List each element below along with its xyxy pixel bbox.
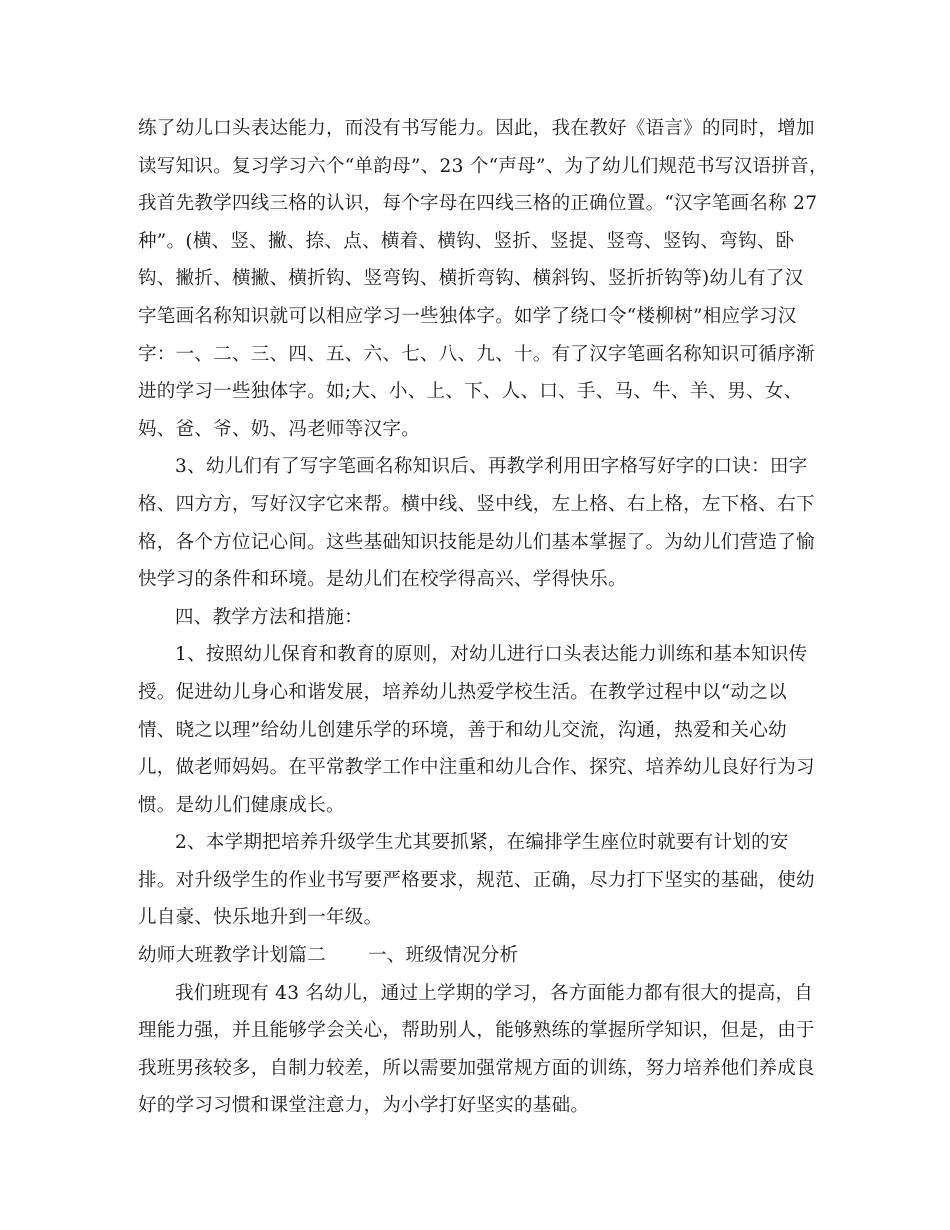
paragraph-line: 理能力强，并且能够学会关心，帮助别人，能够熟练的掌握所学知识，但是，由于: [138, 1020, 815, 1042]
paragraph-line: 我首先教学四线三格的认识，每个字母在四线三格的正确位置。“汉字笔画名称 27: [138, 193, 818, 215]
paragraph-line: 3、幼儿们有了写字笔画名称知识后、再教学利用田字格写好字的口诀：田字: [175, 456, 808, 478]
paragraph-line: 2、本学期把培养升级学生尤其要抓紧，在编排学生座位时就要有计划的安: [175, 832, 789, 854]
paragraph-line: 妈、爸、爷、奶、冯老师等汉字。: [138, 418, 421, 440]
paragraph-line: 好的学习习惯和课堂注意力，为小学打好坚实的基础。: [138, 1095, 590, 1117]
paragraph-line: 练了幼儿口头表达能力，而没有书写能力。因此，我在教好《语言》的同时，增加: [138, 118, 815, 139]
paragraph-line: 格，各个方位记心间。这些基础知识技能是幼儿们基本掌握了。为幼儿们营造了愉: [138, 531, 815, 553]
paragraph-line: 我班男孩较多，自制力较差，所以需要加强常规方面的训练，努力培养他们养成良: [138, 1057, 815, 1079]
paragraph-line: 儿，做老师妈妈。在平常教学工作中注重和幼儿合作、探究、培养幼儿良好行为习: [138, 757, 815, 779]
paragraph-line: 儿自豪、快乐地升到一年级。: [138, 907, 383, 929]
paragraph-line: 情、晓之以理”给幼儿创建乐学的环境，善于和幼儿交流，沟通，热爱和关心幼: [138, 719, 787, 741]
paragraph-line: 进的学习一些独体字。如;大、小、上、下、人、口、手、马、牛、羊、男、女、: [138, 381, 803, 403]
section-title: 幼师大班教学计划篇二: [138, 945, 327, 967]
paragraph-line: 种”。(横、竖、撇、捺、点、横着、横钩、竖折、竖提、竖弯、竖钩、弯钩、卧: [138, 230, 795, 252]
paragraph-line: 快学习的条件和环境。是幼儿们在校学得高兴、学得快乐。: [138, 569, 627, 591]
section-title-row: [138, 937, 813, 975]
section-subtitle: 一、班级情况分析: [368, 945, 519, 967]
paragraph-line: 字：一、二、三、四、五、六、七、八、九、十。有了汉字笔画名称知识可循序渐: [138, 343, 815, 365]
paragraph-line: 1、按照幼儿保育和教育的原则，对幼儿进行口头表达能力训练和基本知识传: [175, 644, 808, 666]
paragraph-line: 排。对升级学生的作业书写要严格要求，规范、正确，尽力打下坚实的基础，使幼: [138, 869, 815, 891]
paragraph-line: 格、四方方，写好汉字它来帮。横中线、竖中线，左上格、右上格，左下格、右下: [138, 493, 815, 515]
paragraph-line: 授。促进幼儿身心和谐发展，培养幼儿热爱学校生活。在教学过程中以“动之以: [138, 681, 787, 703]
section-heading: 四、教学方法和措施：: [175, 606, 364, 628]
paragraph-line: 惯。是幼儿们健康成长。: [138, 794, 345, 816]
document-page: [138, 110, 828, 1125]
paragraph-line: 读写知识。复习学习六个“单韵母”、23 个“声母”、为了幼儿们规范书写汉语拼音，: [138, 155, 828, 177]
paragraph-line: 钩、撇折、横撇、横折钩、竖弯钩、横折弯钩、横斜钩、竖折折钩等)幼儿有了汉: [138, 268, 804, 290]
paragraph-line: 我们班现有 43 名幼儿，通过上学期的学习，各方面能力都有很大的提高，自: [175, 982, 814, 1004]
paragraph-line: 字笔画名称知识就可以相应学习一些独体字。如学了绕口令“楼柳树”相应学习汉: [138, 305, 797, 327]
